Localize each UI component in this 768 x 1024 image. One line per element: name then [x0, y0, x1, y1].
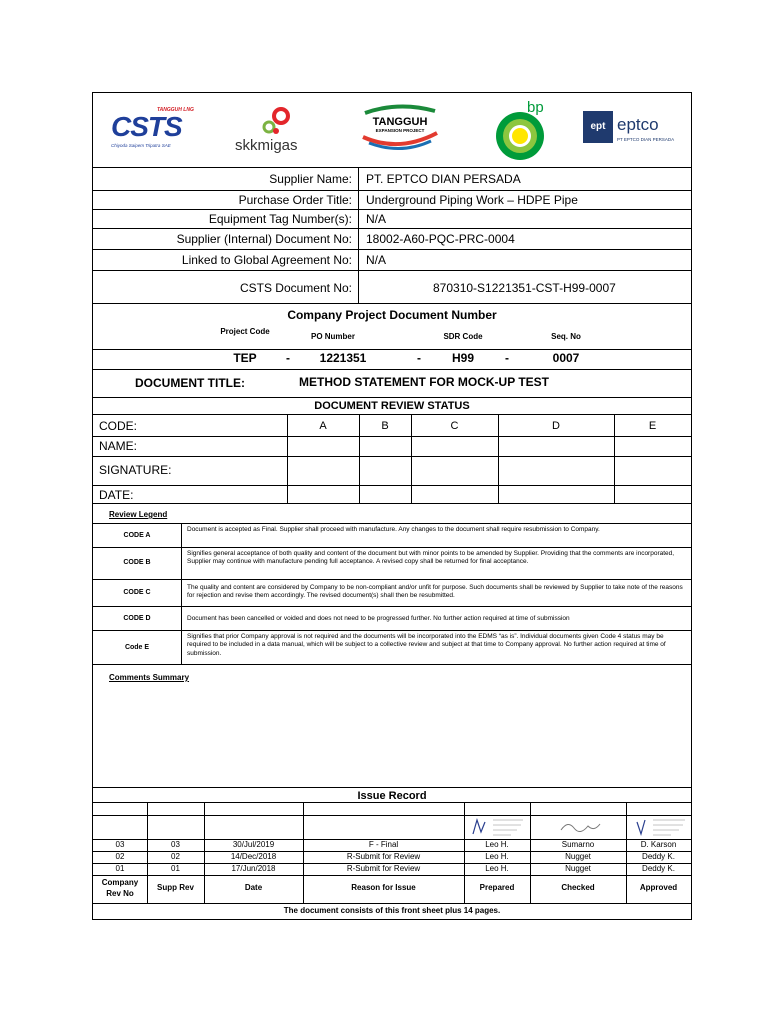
po-title-value: Underground Piping Work – HDPE Pipe [366, 193, 578, 207]
company-number-heading: Company Project Document Number [287, 308, 497, 322]
tag-value: N/A [366, 212, 387, 226]
row1-approved: D. Karson [640, 840, 677, 849]
row1-date: 30/Jul/2019 [232, 840, 275, 849]
row1-prepared: Leo H. [485, 840, 509, 849]
header-company-rev: Company Rev No [101, 878, 139, 898]
header-approved: Approved [639, 883, 678, 892]
row3-checked: Nugget [565, 864, 591, 873]
col-seq-no: Seq. No [551, 332, 581, 341]
review-code-c: C [450, 420, 459, 432]
dash-3: - [505, 351, 509, 365]
supplier-doc-value: 18002-A60-PQC-PRC-0004 [366, 232, 515, 246]
row2-date: 14/Dec/2018 [230, 852, 277, 861]
supplier-doc-label: Supplier (Internal) Document No: [176, 232, 352, 246]
tangguh-logo-sub: EXPANSION PROJECT [375, 128, 425, 133]
issue-record-heading: Issue Record [357, 790, 427, 802]
review-code-a: A [319, 420, 327, 432]
bp-logo [493, 99, 553, 161]
header-checked: Checked [561, 883, 595, 892]
global-agreement-value: N/A [366, 253, 387, 267]
bp-logo-name: bp [527, 99, 544, 116]
review-code-d: D [552, 420, 560, 432]
legend-code-c: CODE C [123, 589, 151, 596]
legend-code-a: CODE A [123, 532, 151, 539]
csts-logo [109, 107, 199, 153]
eptco-mark: ept [583, 111, 613, 143]
supplier-name-label: Supplier Name: [269, 172, 352, 186]
bp-helios-icon [495, 111, 545, 161]
review-name-label: NAME: [99, 439, 138, 453]
skkmigas-mark-icon [259, 107, 295, 137]
col-project-code: Project Code [220, 327, 270, 336]
legend-desc-b: Signifies general acceptance of both quality and content of the document but with minor points to be amended by Supplier. Providing that the comments are incorporated, Supplier may continue with manufacture pending full acceptance. A revised copy shall be returned for final acceptance. [187, 550, 675, 566]
review-signature-label: SIGNATURE: [99, 463, 172, 477]
row1-reason: F - Final [368, 840, 399, 849]
sdr-code-value: H99 [451, 351, 474, 365]
supplier-name-value: PT. EPTCO DIAN PERSADA [366, 172, 521, 186]
legend-code-d: CODE D [123, 615, 151, 622]
header-date: Date [244, 883, 263, 892]
row1-supp-rev: 03 [171, 840, 180, 849]
row1-company-rev: 03 [115, 840, 125, 849]
header-reason: Reason for Issue [351, 883, 416, 892]
legend-desc-e: Signifies that prior Company approval is not required and the documents will be incorporated into the EDMS “as is”. Individual documents given Code 4 status may be required to be included in a data manual, which will be subject to a collective review and subject at that time to Company approval. No further action required at time of submission. [187, 633, 666, 657]
tag-label: Equipment Tag Number(s): [208, 212, 352, 226]
project-code-value: TEP [233, 351, 257, 365]
legend-table [93, 523, 691, 665]
legend-desc-a: Document is accepted as Final. Supplier shall proceed with manufacture. Any changes to the document shall require resubmission to Company. [187, 526, 600, 533]
row3-company-rev: 01 [115, 864, 125, 873]
review-status-heading: DOCUMENT REVIEW STATUS [314, 400, 470, 412]
header-supp-rev: Supp Rev [157, 883, 194, 892]
eptco-logo-sub: PT EPTCO DIAN PERSADA [617, 137, 675, 142]
legend-code-e: Code E [124, 644, 150, 651]
seq-no-value: 0007 [552, 351, 580, 365]
approved-signature-icon [631, 816, 689, 838]
global-agreement-label: Linked to Global Agreement No: [181, 253, 352, 267]
csts-logo-top-text: TANGGUH LNG [157, 107, 194, 113]
review-code-b: B [381, 420, 389, 432]
footer-note: The document consists of this front sheet plus 14 pages. [283, 906, 501, 915]
review-code-label: CODE: [99, 419, 138, 433]
prepared-signature-icon [467, 816, 527, 838]
review-code-e: E [648, 420, 657, 432]
row3-approved: Deddy K. [642, 864, 675, 873]
checked-signature-icon [558, 818, 603, 836]
review-date-label: DATE: [99, 488, 134, 502]
document-title-value: METHOD STATEMENT FOR MOCK-UP TEST [299, 375, 549, 389]
csts-doc-value: 870310-S1221351-CST-H99-0007 [433, 281, 616, 295]
csts-logo-name: CSTS [111, 111, 182, 142]
eptco-logo-name: eptco [617, 115, 659, 134]
dash-1: - [286, 351, 290, 365]
col-sdr-code: SDR Code [443, 332, 483, 341]
row2-reason: R-Submit for Review [346, 852, 421, 861]
po-title-label: Purchase Order Title: [238, 193, 352, 207]
legend-desc-d: Document has been cancelled or voided and does not need to be progressed further. No further action required at time of submission [187, 615, 570, 622]
row3-supp-rev: 01 [171, 864, 180, 873]
row3-prepared: Leo H. [485, 864, 509, 873]
logo-bar [93, 93, 691, 167]
comments-summary-heading: Comments Summary [109, 673, 190, 682]
po-number-value: 1221351 [319, 351, 367, 365]
csts-logo-sub: Chiyoda Saipem Tripatra SAE [111, 143, 171, 148]
review-legend-heading: Review Legend [109, 510, 168, 519]
document-front-sheet [92, 92, 692, 920]
header-prepared: Prepared [479, 883, 515, 892]
eptco-logo [583, 111, 683, 151]
legend-desc-c: The quality and content are considered by Company to be non-compliant and/or unfit for purpose. Such documents shall be reviewed by Supplier to take note of the reasons for rejection and revise them accordingly. The revised document(s) shall then be resubmitted. [187, 584, 683, 600]
skkmigas-logo [233, 107, 323, 157]
csts-doc-label: CSTS Document No: [239, 281, 352, 295]
skkmigas-logo-name: skkmigas [235, 137, 298, 154]
row1-checked: Sumarno [561, 840, 595, 849]
row2-prepared: Leo H. [485, 852, 509, 861]
tangguh-logo-name: TANGGUH [372, 116, 428, 128]
dash-2: - [417, 351, 421, 365]
document-title-label: DOCUMENT TITLE: [135, 376, 245, 390]
tangguh-logo [355, 103, 445, 153]
row2-company-rev: 02 [115, 852, 125, 861]
col-po-number: PO Number [310, 332, 355, 341]
row3-date: 17/Jun/2018 [231, 864, 276, 873]
row3-reason: R-Submit for Review [346, 864, 421, 873]
row2-checked: Nugget [565, 852, 591, 861]
legend-code-b: CODE B [123, 559, 151, 566]
row2-approved: Deddy K. [642, 852, 675, 861]
row2-supp-rev: 02 [171, 852, 180, 861]
